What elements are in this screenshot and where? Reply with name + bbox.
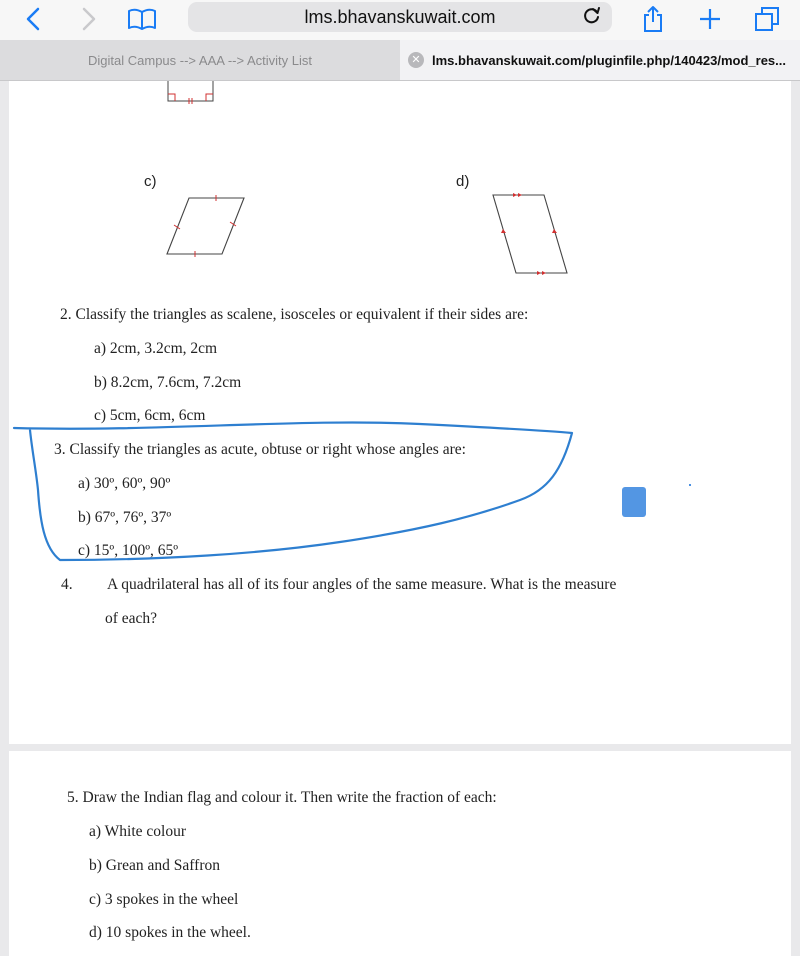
question-5-item-c: c) 3 spokes in the wheel <box>89 891 239 908</box>
question-4-number: 4. <box>61 576 73 593</box>
chevron-right-icon[interactable] <box>76 4 102 34</box>
question-5-item-d: d) 10 spokes in the wheel. <box>89 924 251 941</box>
shape-label-c: c) <box>144 173 157 190</box>
share-icon[interactable] <box>640 4 666 34</box>
rhombus-figure <box>164 195 249 257</box>
ink-dot <box>689 484 691 486</box>
partial-shape-figure <box>159 81 219 105</box>
question-2-text: 2. Classify the triangles as scalene, isosceles or equivalent if their sides are: <box>60 306 529 323</box>
browser-toolbar <box>0 0 800 40</box>
question-4-line-1: A quadrilateral has all of its four angles of the same measure. What is the measure <box>107 576 617 593</box>
plus-icon[interactable] <box>696 4 724 34</box>
document-page-2 <box>9 751 791 956</box>
tabs-icon[interactable] <box>752 4 782 34</box>
tab-label: lms.bhavanskuwait.com/pluginfile.php/140423/mod_res... <box>432 52 786 68</box>
question-2-item-c: c) 5cm, 6cm, 6cm <box>94 407 206 424</box>
tab-activity-list[interactable] <box>0 40 400 80</box>
book-icon[interactable] <box>126 4 158 34</box>
question-2-item-b: b) 8.2cm, 7.6cm, 7.2cm <box>94 374 242 391</box>
close-icon[interactable]: ✕ <box>408 52 424 68</box>
parallelogram-figure <box>489 193 571 275</box>
reload-icon[interactable] <box>582 5 602 30</box>
question-3-text: 3. Classify the triangles as acute, obtuse or right whose angles are: <box>54 441 466 458</box>
document-page-1 <box>9 81 791 744</box>
question-5-text: 5. Draw the Indian flag and colour it. Then write the fraction of each: <box>67 789 497 806</box>
question-5-item-a: a) White colour <box>89 823 186 840</box>
question-3-item-a: a) 30º, 60º, 90º <box>78 475 171 492</box>
question-3-item-b: b) 67º, 76º, 37º <box>78 509 172 526</box>
url-text: lms.bhavanskuwait.com <box>304 7 496 27</box>
tab-pdf[interactable] <box>400 40 800 80</box>
question-3-item-c: c) 15º, 100º, 65º <box>78 542 179 559</box>
question-2-item-a: a) 2cm, 3.2cm, 2cm <box>94 340 218 357</box>
chevron-left-icon[interactable] <box>20 4 46 34</box>
tab-bar <box>0 40 800 81</box>
highlight-mark <box>622 487 646 517</box>
address-bar[interactable] <box>188 2 612 32</box>
tab-label: Digital Campus --> AAA --> Activity List <box>88 52 312 68</box>
question-5-item-b: b) Grean and Saffron <box>89 857 220 874</box>
shape-label-d: d) <box>456 173 470 190</box>
question-4-line-2: of each? <box>105 610 158 627</box>
